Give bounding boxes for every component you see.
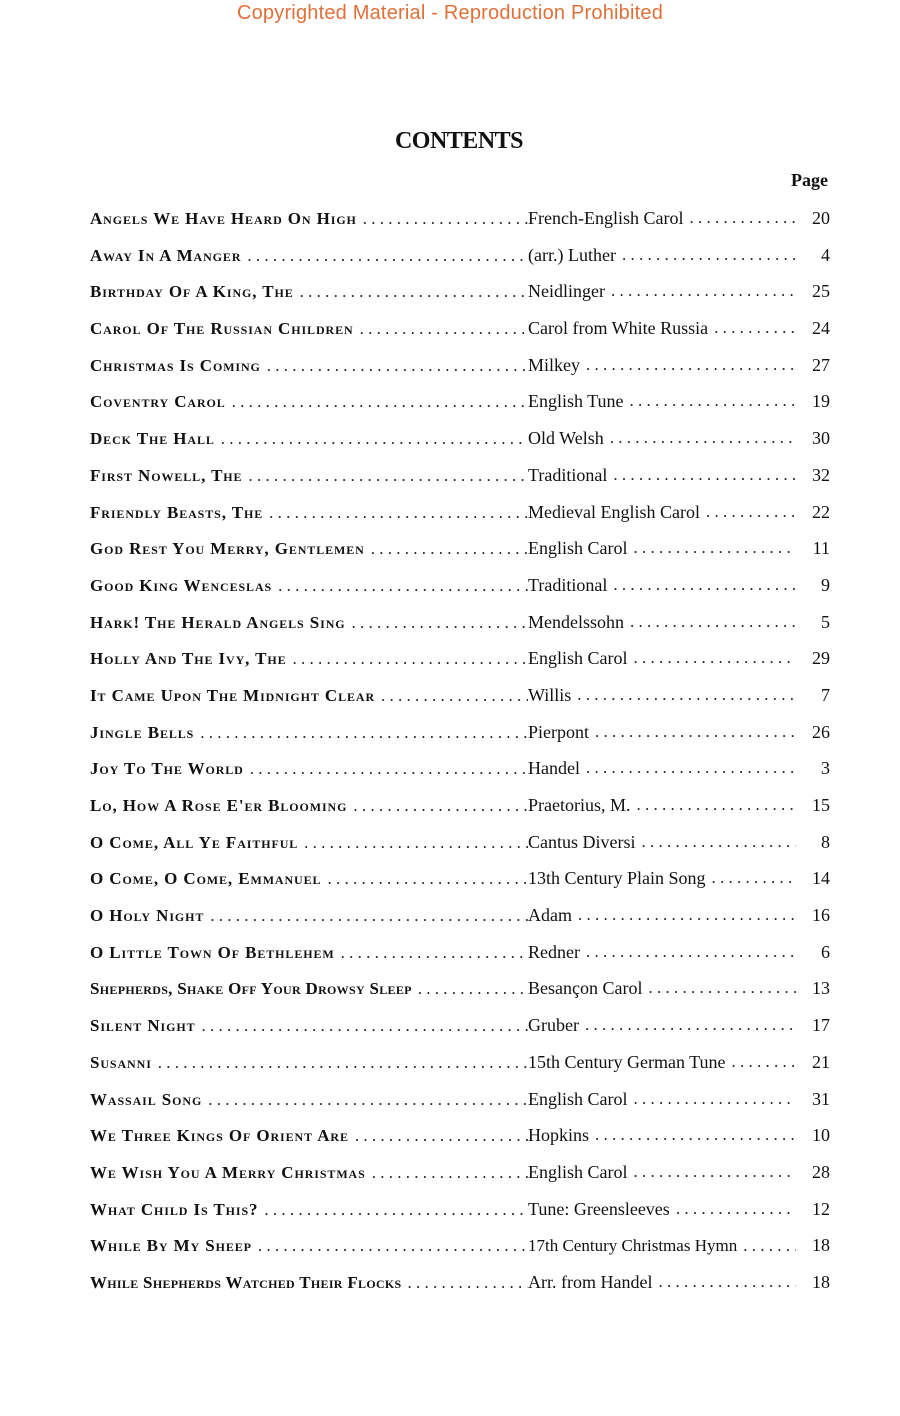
dot-leader [264,1192,528,1228]
song-title: Christmas Is Coming [90,355,261,375]
song-composer: English Carol [528,538,628,559]
toc-entry [90,457,830,494]
dot-leader [634,530,797,567]
dot-leader [642,824,797,861]
song-composer: Traditional [528,464,608,485]
page-number: 20 [812,208,830,228]
page-number: 25 [812,281,830,302]
song-title: Birthday Of A King, The [90,282,294,302]
song-composer: Medieval English Carol [528,501,700,522]
song-title: Good King Wenceslas [90,575,273,595]
page-number: 8 [821,831,830,852]
page-number: 3 [821,758,830,779]
dot-leader [258,1228,528,1264]
toc-entry [90,1117,830,1154]
dot-leader [360,311,528,347]
dot-leader [595,714,796,751]
dot-leader [634,640,797,677]
song-composer: Handel [528,758,580,779]
page-number: 28 [812,1161,830,1182]
toc-entry [90,897,830,934]
song-title: O Come, All Ye Faithful [90,832,299,852]
song-composer: Neidlinger [528,281,605,302]
page-title: CONTENTS [394,128,524,154]
song-title: It Came Upon The Midnight Clear [90,685,376,705]
song-title: Jingle Bells [90,722,195,742]
song-composer: English Carol [528,648,628,669]
toc-entry [90,200,830,237]
song-composer: Mendelssohn [528,611,624,632]
toc-entry [90,1154,830,1191]
song-composer: Traditional [528,574,608,595]
dot-leader [743,1228,796,1264]
dot-leader [221,421,528,457]
page-number: 10 [812,1125,830,1146]
dot-leader [712,860,796,897]
dot-leader [363,201,528,237]
song-title: What Child Is This? [90,1199,259,1219]
dot-leader [676,1191,796,1228]
song-title: Deck The Hall [90,429,215,449]
dot-leader [232,384,528,420]
dot-leader [595,1117,796,1154]
toc-entry [90,420,830,457]
song-title: Carol Of The Russian Children [90,319,354,339]
toc-entry [90,383,830,420]
page-number: 12 [812,1198,830,1219]
toc-entry [90,1081,830,1118]
toc-entry [90,530,830,567]
copyright-watermark: Copyrighted Material - Reproduction Prohibited [236,2,664,24]
toc-entry [90,714,830,751]
toc-entry [90,1044,830,1081]
dot-leader [634,1081,797,1118]
page-number: 26 [812,721,830,742]
toc-entry [90,824,830,861]
page-number: 22 [812,501,830,522]
page-number: 13 [812,978,830,999]
dot-leader [637,787,797,824]
song-title: Joy To The World [90,759,244,779]
page-number: 31 [812,1088,830,1109]
table-of-contents [90,200,830,1301]
dot-leader [247,238,528,274]
dot-leader [355,1118,528,1154]
page-number: 30 [812,428,830,449]
page-number: 14 [812,868,830,889]
dot-leader [714,310,796,347]
page-number: 15 [812,795,830,815]
page-number: 11 [812,538,830,559]
dot-leader [634,1154,797,1191]
toc-entry [90,860,830,897]
page-number: 32 [812,464,830,485]
song-composer: Gruber [528,1015,579,1036]
toc-entry [90,310,830,347]
song-title: Lo, How A Rose E'er Blooming [90,796,348,815]
dot-leader [293,641,528,677]
song-title: Wassail Song [90,1089,203,1109]
toc-entry [90,604,830,641]
song-composer: Milkey [528,354,580,375]
song-title: Angels We Have Heard On High [90,209,357,228]
page-number: 4 [821,244,830,265]
dot-leader [648,970,796,1007]
toc-entry [90,677,830,714]
page-number: 7 [821,684,830,705]
toc-entry [90,640,830,677]
song-composer: 17th Century Christmas Hymn [528,1236,738,1256]
dot-leader [610,420,796,457]
song-title: Holly And The Ivy, The [90,649,287,669]
song-composer: 15th Century German Tune [528,1051,726,1072]
page-number: 24 [812,318,830,339]
dot-leader [732,1044,797,1081]
song-title: O Holy Night [90,906,205,926]
song-title: We Three Kings Of Orient Are [90,1126,349,1146]
page-number: 18 [812,1271,830,1292]
dot-leader [611,273,796,310]
dot-leader [200,715,528,751]
song-title: Friendly Beasts, The [90,502,264,522]
toc-entry [90,1227,830,1264]
song-composer: Cantus Diversi [528,831,636,852]
song-composer: Willis [528,684,572,705]
dot-leader [371,531,528,567]
dot-leader [372,1155,528,1191]
song-title: Hark! The Herald Angels Sing [90,612,346,632]
dot-leader [630,383,796,420]
song-title: First Nowell, The [90,465,243,485]
dot-leader [613,567,796,604]
song-composer: Adam [528,905,572,926]
song-title: While Shepherds Watched Their Flocks [90,1272,402,1292]
toc-entry [90,494,830,531]
page-number: 17 [812,1015,830,1036]
song-composer: Old Welsh [528,428,604,449]
page-number: 21 [812,1051,830,1072]
toc-entry [90,237,830,274]
song-title: We Wish You A Merry Christmas [90,1162,366,1182]
dot-leader [586,750,796,787]
page-number: 16 [812,905,830,926]
toc-entry [90,347,830,384]
dot-leader [352,605,529,641]
page-number: 9 [821,574,830,595]
song-title: Shepherds, Shake Off Your Drowsy Sleep [90,979,412,999]
toc-entry [90,567,830,604]
dot-leader [248,458,528,494]
page-number: 27 [812,354,830,375]
song-composer: Redner [528,941,580,962]
dot-leader [267,348,528,384]
dot-leader [353,788,528,824]
dot-leader [269,495,528,531]
song-composer: Praetorius, M. [528,795,631,815]
dot-leader [304,825,528,861]
song-title: Susanni [90,1052,152,1072]
page-number: 5 [821,611,830,632]
song-composer: English Tune [528,391,624,412]
dot-leader [418,971,528,1007]
dot-leader [208,1082,528,1118]
page-number: 18 [812,1235,830,1256]
toc-entry [90,970,830,1007]
song-composer: Carol from White Russia [528,318,709,339]
dot-leader [585,1007,796,1044]
page-column-header: Page [791,170,828,190]
dot-leader [577,677,796,714]
song-title: Away In A Manger [90,245,242,265]
toc-entry [90,934,830,971]
toc-entry [90,273,830,310]
page-number: 6 [821,941,830,962]
song-title: Silent Night [90,1016,196,1036]
dot-leader [586,347,796,384]
dot-leader [622,237,796,274]
toc-entry [90,750,830,787]
song-composer: Tune: Greensleeves [528,1198,670,1219]
dot-leader [158,1045,528,1081]
dot-leader [278,568,528,604]
song-title: While By My Sheep [90,1236,252,1256]
song-composer: Hopkins [528,1125,590,1146]
toc-entry [90,787,830,824]
song-composer: Arr. from Handel [528,1271,653,1292]
dot-leader [630,604,796,641]
song-composer: French-English Carol [528,208,684,228]
song-title: O Come, O Come, Emmanuel [90,869,322,889]
toc-entry [90,1264,830,1301]
song-composer: English Carol [528,1088,628,1109]
dot-leader [706,494,796,531]
dot-leader [250,751,528,787]
song-composer: 13th Century Plain Song [528,868,706,889]
song-composer: (arr.) Luther [528,244,616,265]
song-composer: Besançon Carol [528,978,643,999]
dot-leader [300,274,528,310]
song-title: O Little Town Of Bethlehem [90,942,335,962]
song-title: Coventry Carol [90,392,226,412]
song-title: God Rest You Merry, Gentlemen [90,539,365,559]
dot-leader [613,457,796,494]
page-number: 29 [812,648,830,669]
dot-leader [689,200,796,237]
toc-entry [90,1007,830,1044]
dot-leader [210,898,528,934]
dot-leader [658,1264,796,1301]
dot-leader [381,678,528,714]
toc-entry [90,1191,830,1228]
song-composer: English Carol [528,1161,628,1182]
dot-leader [341,935,528,971]
dot-leader [408,1265,528,1301]
song-composer: Pierpont [528,721,589,742]
dot-leader [201,1008,528,1044]
dot-leader [578,897,796,934]
page-number: 19 [812,391,830,412]
dot-leader [586,934,796,971]
dot-leader [327,861,528,897]
